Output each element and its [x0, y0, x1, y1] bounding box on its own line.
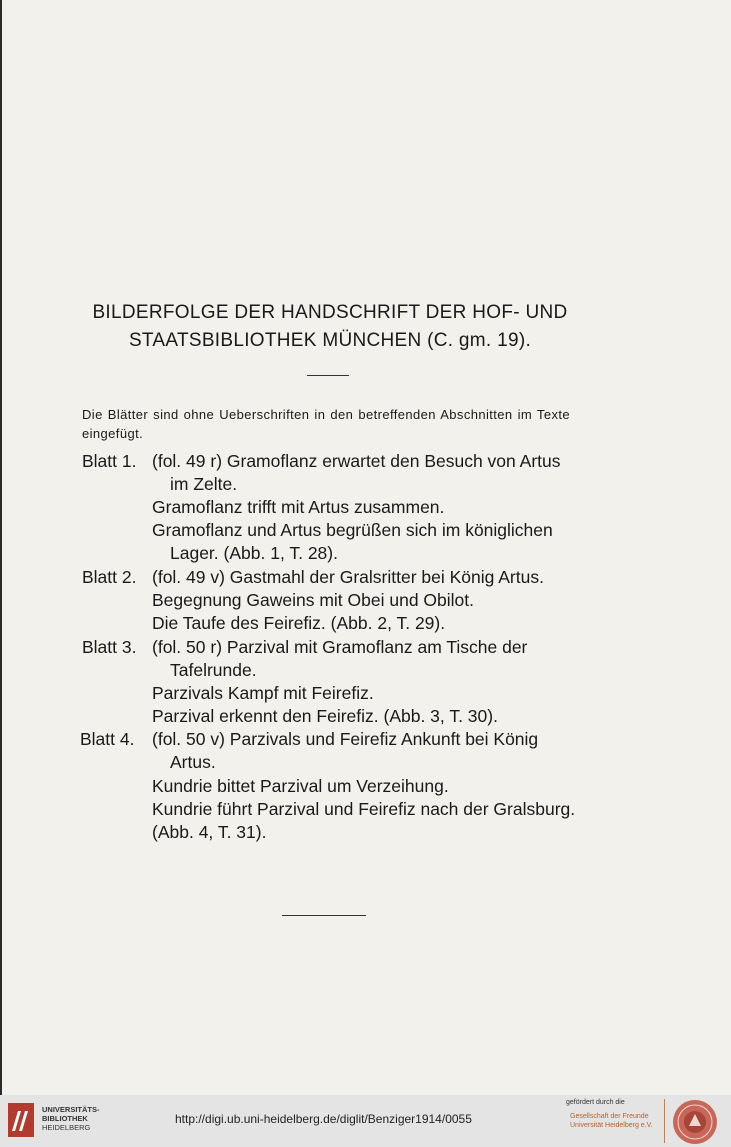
- library-logo-icon: [8, 1103, 34, 1137]
- entry-line: Parzival erkennt den Feirefiz. (Abb. 3, T. 30).: [152, 706, 498, 726]
- scan-edge-line: [0, 0, 2, 1095]
- library-name: UNIVERSITÄTS- BIBLIOTHEK HEIDELBERG: [42, 1105, 100, 1132]
- entry-label: Blatt 3.: [82, 637, 137, 657]
- society-name: Gesellschaft der Freunde Universität Heidelberg e.V.: [570, 1113, 653, 1129]
- entry-line: Lager. (Abb. 1, T. 28).: [170, 543, 338, 563]
- footer-bar: [0, 1095, 731, 1147]
- entry-label: Blatt 4.: [80, 729, 135, 749]
- page-title-line-1: BILDERFOLGE DER HANDSCHRIFT DER HOF- UND: [92, 302, 568, 323]
- entry-line: Gramoflanz und Artus begrüßen sich im königlichen: [152, 520, 553, 540]
- entry-line: Die Taufe des Feirefiz. (Abb. 2, T. 29).: [152, 613, 446, 633]
- entry-line: Parzivals Kampf mit Feirefiz.: [152, 683, 374, 703]
- entry-line: Kundrie bittet Parzival um Verzeihung.: [152, 776, 449, 796]
- entry-line: (fol. 50 r) Parzival mit Gramoflanz am Tische der: [152, 637, 528, 657]
- permalink-url[interactable]: http://digi.ub.uni-heidelberg.de/diglit/Benziger1914/0055: [175, 1112, 472, 1126]
- page-title-line-2: STAATSBIBLIOTHEK MÜNCHEN (C. gm. 19).: [128, 330, 532, 351]
- title-divider: [307, 375, 349, 376]
- entry-label: Blatt 2.: [82, 567, 137, 587]
- funded-by-label: gefördert durch die: [566, 1099, 625, 1106]
- entry-line: Artus.: [170, 752, 216, 772]
- intro-note: Die Blätter sind ohne Ueberschriften in den betreffenden Abschnitten im Texte eingefügt.: [82, 407, 570, 441]
- entry-line: Kundrie führt Parzival und Feirefiz nach der Gralsburg.: [152, 799, 576, 819]
- closing-divider: [282, 915, 366, 916]
- footer-divider: [664, 1099, 665, 1143]
- entry-line: Tafelrunde.: [170, 660, 257, 680]
- entry-line: (fol. 49 v) Gastmahl der Gralsritter bei König Artus.: [152, 567, 544, 587]
- entry-line: Gramoflanz trifft mit Artus zusammen.: [152, 497, 445, 517]
- entry-line: Begegnung Gaweins mit Obei und Obilot.: [152, 590, 474, 610]
- entry-line: im Zelte.: [170, 474, 238, 494]
- entry-line: (Abb. 4, T. 31).: [152, 822, 267, 842]
- entry-line: (fol. 50 v) Parzivals und Feirefiz Ankunft bei König: [152, 729, 539, 749]
- university-seal-icon: [672, 1099, 718, 1145]
- entry-label: Blatt 1.: [82, 451, 137, 471]
- entry-line: (fol. 49 r) Gramoflanz erwartet den Besuch von Artus: [152, 451, 561, 471]
